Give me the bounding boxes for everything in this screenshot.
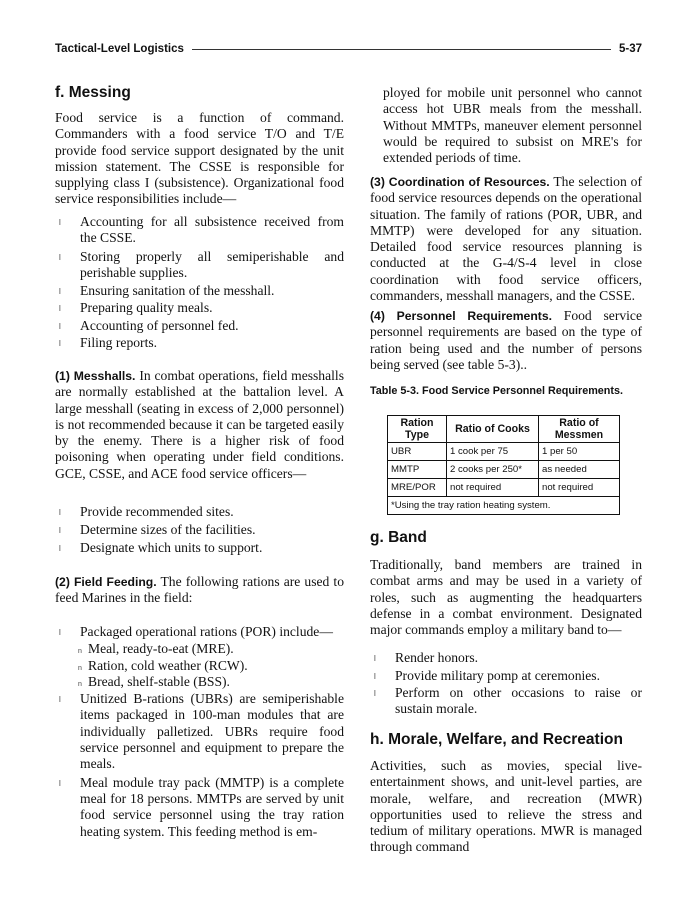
continued-paragraph: ployed for mobile unit personnel who cannot access hot UBR meals from the messhall. Without MMTPs, maneuver element personnel would be required to subsist on MRE's for extended periods of time. [383, 85, 642, 166]
messing-paragraph: Food service is a function of command. Commanders with a food service T/O and T/E provide food service support designated by the unit mission statement. The CSSE is responsible for supplying class I (subsistence). Organizational food service responsibilities include— [55, 110, 344, 207]
bullet-icon: l [59, 321, 61, 331]
table-row [388, 479, 620, 497]
messhalls-runin-heading: (1) Messhalls. [55, 369, 136, 383]
bullet-icon: l [59, 543, 61, 553]
sub-bullet-icon: n [78, 647, 82, 655]
table-row [388, 443, 620, 461]
coordination-paragraph: (3) Coordination of Resources. The selection of food service resources depends on the operational situation. The family of rations (POR, UBR, and MMTP) were developed for any situation. Detailed food service resources planning is conducted at the G-4/S-4 level in close coordination with food service officers, commanders, messhall managers, and the CSSE. [370, 174, 643, 304]
band-paragraph: Traditionally, band members are trained in combat arms and may be used in a variety of roles, such as augmenting the headquarters defense in a combat environment. Designated major commands employ a military band to— [370, 557, 642, 638]
table-cell: UBR [388, 443, 447, 461]
officer-tasks-list [55, 504, 344, 556]
list-item: l Unitized B-rations (UBRs) are semiperishable items packaged in 100-man modules that are individually palletized. UBRs require food service personnel and equipment to prepare the meals. [59, 691, 344, 772]
bullet-icon: l [59, 695, 61, 705]
running-header [55, 41, 642, 57]
list-item: l Packaged operational rations (POR) include— [55, 624, 344, 640]
bullet-icon: l [59, 508, 61, 517]
list-item: l Designate which units to support. [55, 540, 344, 556]
table-footnote: *Using the tray ration heating system. [388, 497, 620, 515]
bullet-icon: l [59, 252, 61, 262]
list-item: l Perform on other occasions to raise or sustain morale. [374, 685, 642, 717]
field-feeding-runin-heading: (2) Field Feeding. [55, 575, 157, 589]
mwr-paragraph: Activities, such as movies, special live-entertainment shows, and unit-level parties, are morale, welfare, and recreation (MWR) opportunities used to relieve the stress and tedium of military operations. MWR is managed through command [370, 758, 642, 855]
list-item: l Ensuring sanitation of the messhall. [55, 283, 344, 299]
table-cell: not required [447, 479, 539, 497]
sub-list-item: n Bread, shelf-stable (BSS). [55, 674, 344, 690]
table-row [388, 461, 620, 479]
bullet-icon: l [59, 339, 61, 349]
section-heading-mwr: h. Morale, Welfare, and Recreation [370, 731, 623, 748]
list-item: l Provide recommended sites. [55, 504, 344, 520]
section-heading-band: g. Band [370, 529, 427, 546]
sub-list-item: n Ration, cold weather (RCW). [55, 658, 344, 674]
list-item: l Accounting of personnel fed. [55, 318, 344, 334]
list-item: l Meal module tray pack (MMTP) is a complete meal for 18 persons. MMTPs are served by unit food service personnel using the tray ration heating system. This feeding method is em- [59, 774, 344, 839]
list-item: l Determine sizes of the facilities. [55, 522, 344, 538]
table-cell: 1 per 50 [539, 443, 620, 461]
messhalls-paragraph: (1) Messhalls. In combat operations, field messhalls are normally established at the battalion level. A large messhall (seating in excess of 2,000 personnel) is not recommended because it can be targeted easily by the enemy. There is a higher risk of food poisoning when operating under field conditions. GCE, CSSE, and ACE food service officers— [55, 368, 344, 481]
list-item: l Render honors. [370, 650, 642, 666]
bullet-icon: l [59, 287, 61, 297]
table-footnote-row [388, 497, 620, 515]
bullet-icon: l [59, 778, 61, 788]
bullet-icon: l [59, 628, 61, 637]
column-header: Ratio of Cooks [447, 416, 539, 443]
bullet-icon: l [59, 304, 61, 314]
table-cell: not required [539, 479, 620, 497]
bullet-icon: l [59, 525, 61, 535]
sub-bullet-icon: n [78, 681, 82, 689]
header-title: Tactical-Level Logistics [55, 43, 184, 55]
bullet-icon: l [374, 689, 376, 699]
field-feeding-paragraph: (2) Field Feeding. The following rations are used to feed Marines in the field: [55, 574, 345, 606]
list-item: l Preparing quality meals. [55, 300, 344, 316]
table-cell: MMTP [388, 461, 447, 479]
sub-list-item: n Meal, ready-to-eat (MRE). [55, 641, 344, 657]
table-caption: Table 5-3. Food Service Personnel Requirements. [370, 385, 624, 397]
header-rule [192, 49, 611, 50]
table-cell: as needed [539, 461, 620, 479]
table-cell: 2 cooks per 250* [447, 461, 539, 479]
responsibilities-list [55, 214, 344, 351]
sub-bullet-icon: n [78, 664, 82, 672]
table-cell: MRE/POR [388, 479, 447, 497]
list-item: l Filing reports. [55, 335, 344, 351]
list-item: l Accounting for all subsistence received from the CSSE. [59, 214, 344, 246]
list-item: l Storing properly all semiperishable and perishable supplies. [59, 248, 344, 280]
column-header: Ration Type [388, 416, 447, 443]
bullet-icon: l [374, 671, 376, 681]
food-service-table [387, 415, 620, 515]
column-header: Ratio of Messmen [539, 416, 620, 443]
coordination-runin-heading: (3) Coordination of Resources. [370, 175, 550, 189]
personnel-runin-heading: (4) Personnel Requirements. [370, 309, 552, 323]
band-tasks-list [370, 650, 642, 718]
list-item: l Provide military pomp at ceremonies. [370, 668, 642, 684]
table-cell: 1 cook per 75 [447, 443, 539, 461]
bullet-icon: l [59, 218, 61, 227]
bullet-icon: l [374, 654, 376, 663]
personnel-paragraph: (4) Personnel Requirements. Food service personnel requirements are based on the type of ration being used and the number of persons being served (see table 5-3).. [370, 308, 642, 372]
rations-list [55, 624, 344, 840]
table-header-row [388, 416, 620, 443]
page-number: 5-37 [618, 43, 642, 55]
section-heading-messing: f. Messing [55, 84, 131, 101]
